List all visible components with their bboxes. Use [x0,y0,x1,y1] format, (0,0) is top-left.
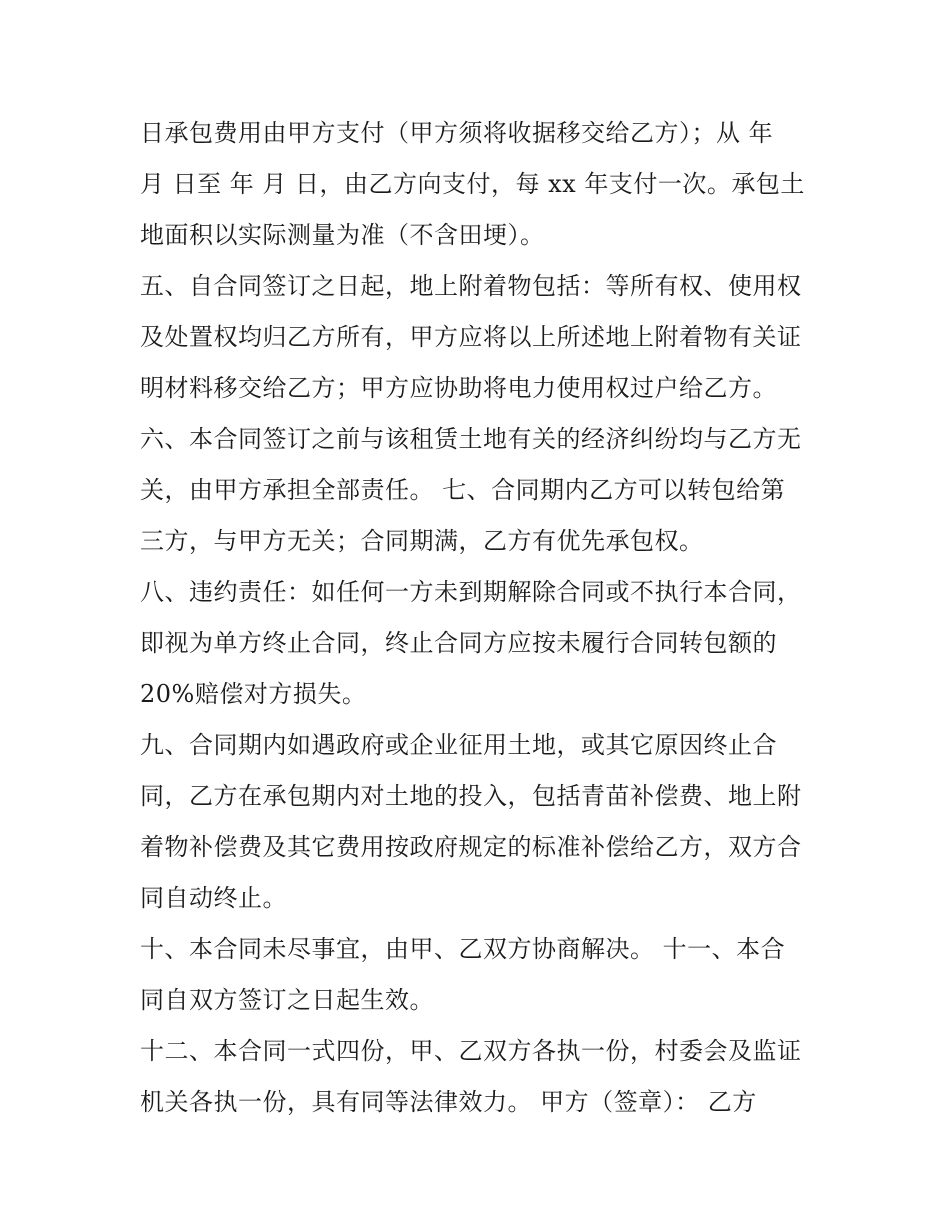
text-line: 六、本合同签订之前与该租赁土地有关的经济纠纷均与乙方无 [140,425,802,453]
text-line: 地面积以实际测量为准（不含田埂）。 [140,221,545,249]
text-line: 月 日至 年 月 日，由乙方向支付，每 xx 年支付一次。承包土 [140,170,805,198]
text-line: 八、违约责任：如任何一方未到期解除合同或不执行本合同， [140,578,802,606]
text-line: 20%赔偿对方损失。 [140,680,367,708]
text-line: 及处置权均归乙方所有，甲方应将以上所述地上附着物有关证 [140,323,802,351]
text-line: 五、自合同签订之日起，地上附着物包括：等所有权、使用权 [140,272,802,300]
text-line: 十二、本合同一式四份，甲、乙双方各执一份，村委会及监证 [140,1037,802,1065]
text-line: 关，由甲方承担全部责任。 七、合同期内乙方可以转包给第 [140,476,786,504]
text-line: 日承包费用由甲方支付（甲方须将收据移交给乙方）；从 年 [140,119,774,147]
text-line: 九、合同期内如遇政府或企业征用土地，或其它原因终止合 [140,731,777,759]
text-line: 明材料移交给乙方；甲方应协助将电力使用权过户给乙方。 [140,374,777,402]
text-line: 机关各执一份，具有同等法律效力。 甲方（签章）： 乙方 [140,1088,757,1116]
text-line: 着物补偿费及其它费用按政府规定的标准补偿给乙方，双方合 [140,833,802,861]
text-line: 即视为单方终止合同，终止合同方应按未履行合同转包额的 [140,629,777,657]
contract-text-body [140,108,820,1128]
text-line: 十、本合同未尽事宜，由甲、乙双方协商解决。 十一、本合 [140,935,786,963]
text-line: 同自双方签订之日起生效。 [140,986,434,1014]
text-line: 同，乙方在承包期内对土地的投入，包括青苗补偿费、地上附 [140,782,802,810]
text-line: 同自动终止。 [140,884,287,912]
text-line: 三方，与甲方无关；合同期满，乙方有优先承包权。 [140,527,704,555]
